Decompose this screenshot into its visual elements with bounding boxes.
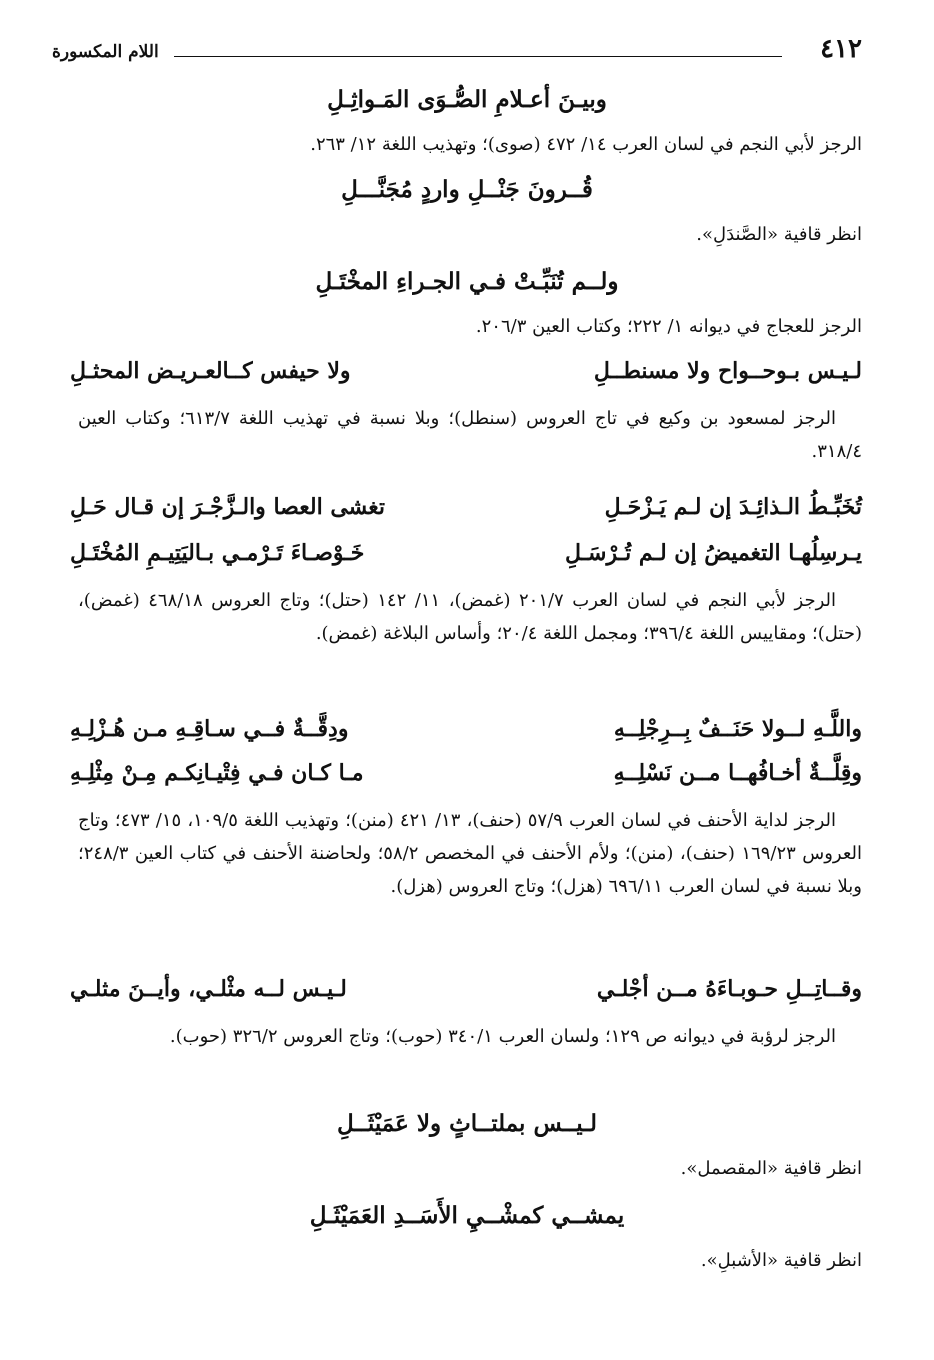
verse-first-hemistich: وقــاتِــلِ حـوبـاءَهُ مــن أجْلـي xyxy=(596,976,862,1002)
citation-note: انظر قافية «المقصمل». xyxy=(680,1158,862,1179)
page-header xyxy=(52,34,862,74)
citation-note: الرجز لأبي النجم في لسان العرب ٢٠١/٧ (غمض)، ١١/ ١٤٢ (حتل)؛ وتاج العروس ٤٦٨/١٨ (غمض)، (حتل)؛ ومقاييس اللغة ٣٩٦/٤؛ ومجمل اللغة ٢٠/٤؛ وأساس البلاغة (غمض). xyxy=(78,590,862,644)
citation-note: الرجز لمسعود بن وكيع في تاج العروس (سنطل)؛ وبلا نسبة في تهذيب اللغة ٦١٣/٧؛ وكتاب العين ٣١٨/٤. xyxy=(78,408,862,462)
verse-line: ولــم تُنَبِّـتْ فـي الجـراءِ المخْتَـلِ xyxy=(315,268,619,295)
citation-note: انظر قافية «الأشبلِ». xyxy=(700,1250,862,1271)
verse-line xyxy=(70,976,862,1016)
verse-line xyxy=(70,716,862,756)
verse-first-hemistich: لـيـس بـوحــواح ولا مسنطــلِ xyxy=(593,358,862,384)
verse-line: يمشــي كمشْــيِ الأَسَــدِ العَمَيْثَـلِ xyxy=(309,1202,625,1229)
header-rule xyxy=(174,56,782,57)
citation-note: الرجز للعجاج في ديوانه ١/ ٢٢٢؛ وكتاب العين ٢٠٦/٣. xyxy=(475,316,862,337)
citation-note: الرجز لداية الأحنف في لسان العرب ٥٧/٩ (حنف)، ١٣/ ٤٢١ (منن)؛ وتهذيب اللغة ١٠٩/٥، ١٥/ ٤٧٣؛ وتاج العروس ١٦٩/٢٣ (حنف)، (منن)؛ ولأم الأحنف في المخصص ٥٨/٢؛ ولحاضنة الأحنف في كتاب العين ٢٤٨/٣؛ وبلا نسبة في لسان العرب ٦٩٦/١١ (هزل)؛ وتاج العروس (هزل). xyxy=(78,810,863,897)
verse-first-hemistich: وقِلَّــةٌ أخـافُهــا مــن نَسْلِــهِ xyxy=(613,760,862,786)
citation-note: الرجز لرؤبة في ديوانه ص ١٢٩؛ ولسان العرب ٣٤٠/١ (حوب)؛ وتاج العروس ٣٢٦/٢ (حوب). xyxy=(169,1026,836,1047)
verse-first-hemistich: تُخَبِّـطُ الـذائِـدَ إن لـم يَـزْحَـلِ xyxy=(604,494,862,520)
verse-first-hemistich: واللَّـهِ لــولا حَنَــفٌ بِــرِجْلِــهِ xyxy=(613,716,862,742)
verse-line xyxy=(70,494,862,534)
citation-note: الرجز لأبي النجم في لسان العرب ١٤/ ٤٧٢ (صوى)؛ وتهذيب اللغة ١٢/ ٢٦٣. xyxy=(310,134,862,155)
citation-note: انظر قافية «الصَّندَلِ». xyxy=(696,224,862,245)
verse-line xyxy=(70,760,862,800)
verse-second-hemistich: خَـوْصـاءَ تَـرْمـي بـاليَتِيـمِ المُخْتَـلِ xyxy=(70,540,365,566)
verse-second-hemistich: تغشى العصا والـزَّجْـرَ إن قـال حَـلِ xyxy=(70,494,386,520)
verse-second-hemistich: ودِقَّــةٌ فــي سـاقِـهِ مـن هُـزْلِـهِ xyxy=(70,716,349,742)
verse-second-hemistich: مـا كـان فـي فِتْيـانِكـم مِـنْ مِثْلِـهِ xyxy=(70,760,364,786)
verse-line: لـيــس بملتــاثٍ ولا عَمَيْثَــلِ xyxy=(337,1110,597,1137)
verse-line xyxy=(70,540,862,580)
verse-line: وبيـنَ أعـلامِ الصُّـوَى المَـواثِـلِ xyxy=(327,86,607,113)
verse-line: قُــرونَ جَنْــلِ واردٍ مُجَنَّـــلِ xyxy=(341,176,593,203)
page-number: ٤١٢ xyxy=(820,34,862,64)
verse-second-hemistich: ولا حيفس كــالعـريـض المحثـلِ xyxy=(70,358,351,384)
running-title: اللام المكسورة xyxy=(52,42,159,62)
verse-first-hemistich: يـرسِلُهـا التغميضُ إن لـم تُـرْسَـلِ xyxy=(564,540,862,566)
verse-second-hemistich: لـيـس لــه مثْلـي، وأيــنَ مثلـي xyxy=(70,976,347,1002)
verse-line xyxy=(70,358,862,398)
